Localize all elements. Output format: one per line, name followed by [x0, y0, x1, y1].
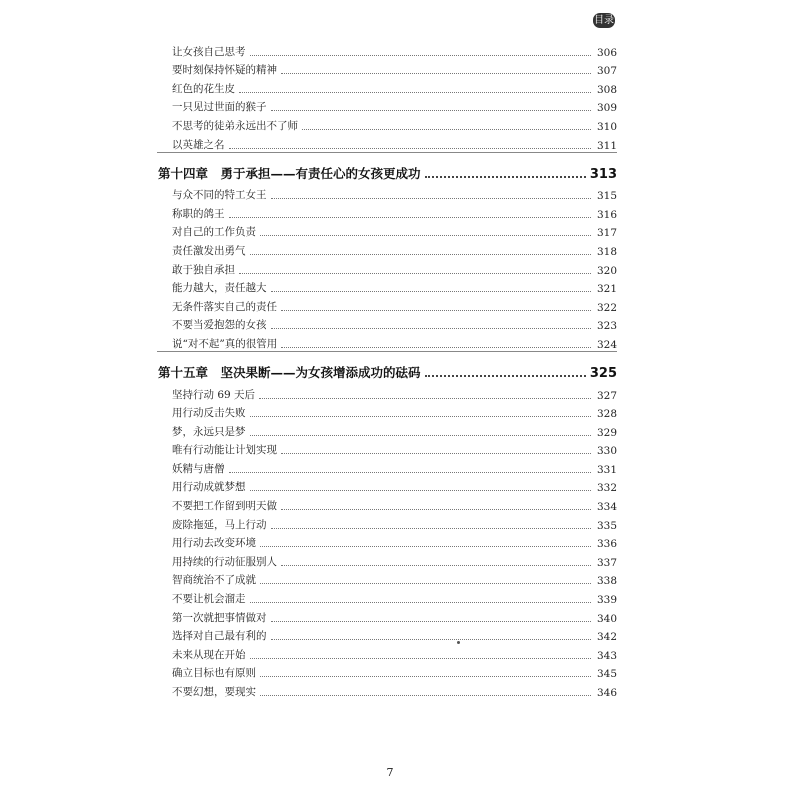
dot-leader	[260, 695, 591, 696]
entry-title: 与众不同的特工女王	[172, 189, 267, 202]
entry-page: 307	[596, 65, 617, 78]
dot-leader	[250, 602, 592, 603]
dot-leader	[260, 235, 591, 236]
toc-entry[interactable]	[157, 239, 617, 258]
chapter-heading[interactable]	[157, 358, 617, 381]
entry-title: 责任激发出勇气	[172, 244, 246, 257]
entry-title: 选择对自己最有利的	[172, 630, 267, 643]
entry-title: 用行动去改变环境	[172, 537, 256, 550]
dot-leader	[281, 73, 591, 74]
dot-leader	[425, 375, 586, 377]
chapter-page: 313	[589, 166, 617, 182]
toc-entry[interactable]	[157, 625, 617, 644]
entry-page: 331	[596, 463, 617, 476]
entry-page: 308	[596, 83, 617, 96]
dot-leader	[250, 490, 592, 491]
toc-entry[interactable]	[157, 662, 617, 681]
entry-title: 第一次就把事情做对	[172, 611, 267, 624]
toc-entry[interactable]	[157, 420, 617, 439]
entry-page: 342	[596, 631, 617, 644]
entry-title: 对自己的工作负责	[172, 226, 256, 239]
dot-leader	[281, 347, 591, 348]
entry-page: 327	[596, 389, 617, 402]
entry-page: 321	[596, 283, 617, 296]
dot-leader	[271, 291, 592, 292]
dot-leader	[250, 435, 592, 436]
toc-entry[interactable]	[157, 332, 617, 351]
entry-page: 316	[596, 208, 617, 221]
dot-leader	[271, 110, 592, 111]
entry-page: 328	[596, 408, 617, 421]
toc-entry[interactable]	[157, 258, 617, 277]
section-badge: 目录	[594, 15, 614, 26]
toc-entry[interactable]	[157, 532, 617, 551]
entry-title: 用持续的行动征服别人	[172, 555, 277, 568]
chapter-block	[157, 40, 617, 152]
toc-entry[interactable]	[157, 680, 617, 699]
dot-leader	[271, 328, 592, 329]
entry-page: 320	[596, 264, 617, 277]
toc-entry[interactable]	[157, 476, 617, 495]
toc-entry[interactable]	[157, 314, 617, 333]
page-number: 7	[386, 766, 394, 779]
toc-entry[interactable]	[157, 133, 617, 152]
entry-page: 317	[596, 227, 617, 240]
entry-title: 敢于独自承担	[172, 263, 235, 276]
entry-page: 310	[596, 120, 617, 133]
dot-leader	[260, 583, 591, 584]
entry-page: 330	[596, 445, 617, 458]
toc-entry[interactable]	[157, 77, 617, 96]
dot-leader	[271, 639, 592, 640]
entry-page: 315	[596, 190, 617, 203]
dot-leader	[281, 453, 591, 454]
entry-page: 324	[596, 338, 617, 351]
entry-page: 345	[596, 668, 617, 681]
entry-title: 能力越大，责任越大	[172, 282, 267, 295]
toc-entry[interactable]	[157, 383, 617, 402]
toc-entry[interactable]	[157, 587, 617, 606]
chapter-page: 325	[589, 365, 617, 381]
entry-title: 不思考的徒弟永远出不了师	[172, 119, 298, 132]
dot-leader	[281, 565, 591, 566]
entry-page: 323	[596, 320, 617, 333]
toc-entry[interactable]	[157, 184, 617, 203]
entry-title: 梦，永远只是梦	[172, 425, 246, 438]
entry-title: 不要让机会溜走	[172, 593, 246, 606]
dot-leader	[302, 129, 591, 130]
entry-page: 339	[596, 594, 617, 607]
toc-entry[interactable]	[157, 114, 617, 133]
dot-leader	[250, 658, 592, 659]
toc-entry[interactable]	[157, 550, 617, 569]
dot-leader	[229, 148, 592, 149]
dot-leader	[250, 254, 592, 255]
dot-leader	[229, 217, 592, 218]
toc-entry[interactable]	[157, 513, 617, 532]
toc-entry[interactable]	[157, 494, 617, 513]
entry-page: 334	[596, 501, 617, 514]
entry-title: 妖精与唐僧	[172, 462, 225, 475]
chapter-block	[157, 152, 617, 351]
dot-leader	[259, 398, 591, 399]
dot-leader	[260, 546, 591, 547]
entry-page: 338	[596, 575, 617, 588]
entry-page: 337	[596, 556, 617, 569]
entry-title: 不要当爱抱怨的女孩	[172, 319, 267, 332]
dot-leader	[250, 55, 592, 56]
entry-title: 用行动反击失败	[172, 407, 246, 420]
entry-page: 332	[596, 482, 617, 495]
toc-entry[interactable]	[157, 439, 617, 458]
dot-leader	[425, 176, 586, 178]
entry-title: 废除拖延，马上行动	[172, 518, 267, 531]
entry-page: 318	[596, 245, 617, 258]
entry-title: 称职的鸽王	[172, 207, 225, 220]
stray-mark	[457, 641, 460, 644]
toc-entry[interactable]	[157, 202, 617, 221]
dot-leader	[250, 416, 592, 417]
toc-entry[interactable]	[157, 569, 617, 588]
entry-title: 唯有行动能让计划实现	[172, 444, 277, 457]
toc-entry[interactable]	[157, 277, 617, 296]
entry-title: 坚持行动 69 天后	[172, 388, 256, 401]
toc-entry[interactable]	[157, 643, 617, 662]
entry-title: 说“对不起”真的很管用	[172, 337, 278, 350]
entry-page: 343	[596, 649, 617, 662]
entry-title: 未来从现在开始	[172, 648, 246, 661]
entry-title: 用行动成就梦想	[172, 481, 246, 494]
entry-page: 335	[596, 519, 617, 532]
entry-page: 336	[596, 538, 617, 551]
toc-entry[interactable]	[157, 295, 617, 314]
chapter-title: 第十四章 勇于承担——有责任心的女孩更成功	[158, 165, 421, 181]
entry-title: 不要幻想，要现实	[172, 686, 256, 698]
toc-entry[interactable]	[157, 221, 617, 240]
entry-page: 322	[596, 301, 617, 314]
entry-title: 让女孩自己思考	[172, 45, 246, 58]
chapter-heading[interactable]	[157, 159, 617, 182]
entry-title: 红色的花生皮	[172, 82, 235, 95]
chapter-block	[157, 351, 617, 699]
toc-entry[interactable]	[157, 457, 617, 476]
dot-leader	[239, 92, 591, 93]
dot-leader	[260, 676, 591, 677]
entry-page: 309	[596, 102, 617, 115]
entry-title: 无条件落实自己的责任	[172, 300, 277, 313]
toc-entry[interactable]	[157, 96, 617, 115]
dot-leader	[281, 509, 591, 510]
toc-entry[interactable]	[157, 606, 617, 625]
dot-leader	[281, 310, 591, 311]
toc-entry[interactable]	[157, 402, 617, 421]
entry-title: 一只见过世面的猴子	[172, 101, 267, 114]
entry-title: 确立目标也有原则	[172, 667, 256, 680]
entry-title: 要时刻保持怀疑的精神	[172, 64, 277, 77]
dot-leader	[239, 273, 591, 274]
entry-page: 340	[596, 612, 617, 625]
dot-leader	[271, 528, 592, 529]
toc-entry[interactable]	[157, 59, 617, 78]
dot-leader	[229, 472, 592, 473]
toc-entry[interactable]	[157, 40, 617, 59]
entry-page: 329	[596, 426, 617, 439]
entry-title: 以英雄之名	[172, 138, 225, 151]
dot-leader	[271, 198, 592, 199]
dot-leader	[271, 621, 592, 622]
entry-page: 306	[596, 46, 617, 59]
entry-title: 智商统治不了成就	[172, 574, 256, 587]
entry-title: 不要把工作留到明天做	[172, 500, 277, 513]
table-of-contents	[157, 40, 617, 699]
entry-page: 346	[596, 687, 617, 699]
chapter-title: 第十五章 坚决果断——为女孩增添成功的砝码	[158, 364, 421, 380]
entry-page: 311	[596, 139, 617, 152]
